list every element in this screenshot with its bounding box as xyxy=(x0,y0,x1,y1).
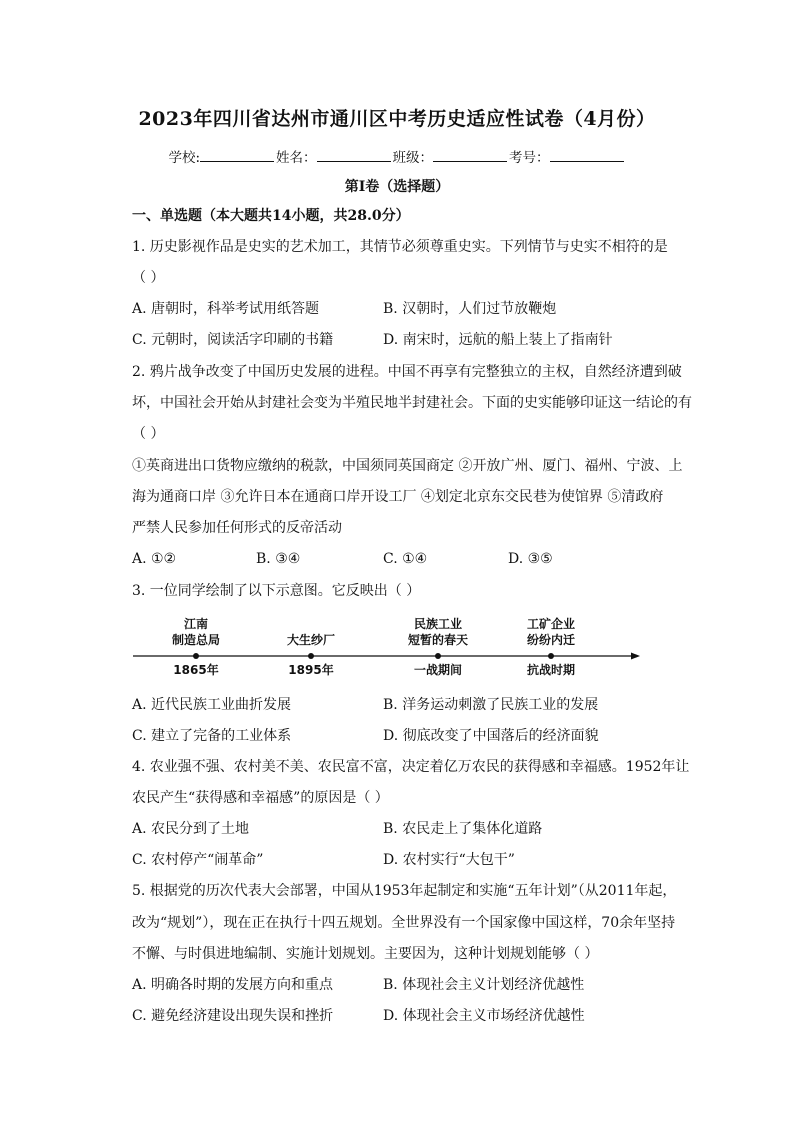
option-c[interactable]: C. 农村停产“闹革命” xyxy=(132,852,264,868)
name-label: 姓名： xyxy=(276,150,317,166)
exam-no-label: 考号： xyxy=(509,150,550,166)
option-b[interactable]: B. 汉朝时，人们过节放鞭炮 xyxy=(383,301,557,317)
option-c[interactable]: C. 建立了完备的工业体系 xyxy=(132,728,292,744)
option-d[interactable]: D. 南宋时，远航的船上装上了指南针 xyxy=(383,332,613,348)
event-1-year: 1865年 xyxy=(173,663,219,677)
question-line: 1. 历史影视作品是史实的艺术加工，其情节必须尊重史实。下列情节与史实不相符的是 xyxy=(132,239,668,255)
question-line: 5. 根据党的历次代表大会部署，中国从1953年起制定和实施“五年计划”（从2011年起， xyxy=(132,883,677,899)
event-4-year: 抗战时期 xyxy=(526,663,576,677)
event-1-bottom: 制造总局 xyxy=(171,633,221,647)
event-2-dot xyxy=(308,653,314,659)
option-a[interactable]: A. 唐朝时，科举考试用纸答题 xyxy=(132,301,320,317)
event-4-top: 工矿企业 xyxy=(526,617,576,631)
event-3-bottom: 短暂的春天 xyxy=(407,633,469,647)
question-line: 改为“规划”），现在正在执行十四五规划。全世界没有一个国家像中国这样，70余年坚持 xyxy=(132,915,676,931)
event-3-year: 一战期间 xyxy=(413,663,463,677)
page-title: 2023年四川省达州市通川区中考历史适应性试卷（4月份） xyxy=(138,108,656,130)
option-b[interactable]: B. 体现社会主义计划经济优越性 xyxy=(383,977,585,993)
timeline-arrow-icon xyxy=(631,653,640,660)
option-b[interactable]: B. 农民走上了集体化道路 xyxy=(383,821,543,837)
option-d[interactable]: D. ③⑤ xyxy=(508,551,553,567)
option-a[interactable]: A. 近代民族工业曲折发展 xyxy=(132,697,292,713)
question-line: 不懈、与时俱进地编制、实施计划规划。主要因为，这种计划规划能够（ ） xyxy=(132,946,599,962)
option-a[interactable]: A. 明确各时期的发展方向和重点 xyxy=(132,977,334,993)
option-a[interactable]: A. ①② xyxy=(132,551,177,567)
option-a[interactable]: A. 农民分到了土地 xyxy=(132,821,250,837)
event-2-year: 1895年 xyxy=(288,663,334,677)
timeline-diagram xyxy=(128,614,648,686)
class-blank[interactable] xyxy=(433,147,507,162)
option-b[interactable]: B. ③④ xyxy=(256,551,301,567)
question-line: 海为通商口岸 ③允许日本在通商口岸开设工厂 ④划定北京东交民巷为使馆界 ⑤清政府 xyxy=(132,489,664,505)
option-c[interactable]: C. 元朝时，阅读活字印刷的书籍 xyxy=(132,332,334,348)
question-line: 严禁人民参加任何形式的反帝活动 xyxy=(132,520,342,536)
event-1-top: 江南 xyxy=(183,617,209,631)
option-c[interactable]: C. ①④ xyxy=(383,551,428,567)
event-2-bottom: 大生纱厂 xyxy=(286,633,336,647)
event-3-dot xyxy=(435,653,441,659)
question-line: 农民产生“获得感和幸福感”的原因是（ ） xyxy=(132,790,389,806)
event-3-top: 民族工业 xyxy=(413,617,463,631)
part-title: 第I卷（选择题） xyxy=(344,179,450,195)
name-blank[interactable] xyxy=(317,147,391,162)
student-info-row xyxy=(0,146,794,166)
question-line: （ ） xyxy=(132,426,165,442)
school-label: 学校: xyxy=(168,150,201,166)
question-line: 4. 农业强不强、农村美不美、农民富不富，决定着亿万农民的获得感和幸福感。1952年让 xyxy=(132,759,690,775)
exam-no-blank[interactable] xyxy=(550,147,624,162)
option-d[interactable]: D. 彻底改变了中国落后的经济面貌 xyxy=(383,728,599,744)
question-line: 坏，中国社会开始从封建社会变为半殖民地半封建社会。下面的史实能够印证这一结论的有 xyxy=(132,395,692,411)
question-line: ①英商进出口货物应缴纳的税款，中国须同英国商定 ②开放广州、厦门、福州、宁波、上 xyxy=(132,458,683,474)
option-d[interactable]: D. 农村实行“大包干” xyxy=(383,852,515,868)
option-c[interactable]: C. 避免经济建设出现失误和挫折 xyxy=(132,1008,334,1024)
section-heading: 一、单选题（本大题共14小题，共28.0分） xyxy=(132,208,410,224)
school-blank[interactable] xyxy=(200,147,274,162)
event-4-dot xyxy=(548,653,554,659)
option-b[interactable]: B. 洋务运动刺激了民族工业的发展 xyxy=(383,697,599,713)
class-label: 班级： xyxy=(392,150,434,166)
question-line: （ ） xyxy=(132,270,165,286)
event-1-dot xyxy=(193,653,199,659)
option-d[interactable]: D. 体现社会主义市场经济优越性 xyxy=(383,1008,585,1024)
question-line: 3. 一位同学绘制了以下示意图。它反映出（ ） xyxy=(132,583,421,599)
event-4-bottom: 纷纷内迁 xyxy=(526,633,576,647)
question-line: 2. 鸦片战争改变了中国历史发展的进程。中国不再享有完整独立的主权，自然经济遭到破 xyxy=(132,364,682,380)
